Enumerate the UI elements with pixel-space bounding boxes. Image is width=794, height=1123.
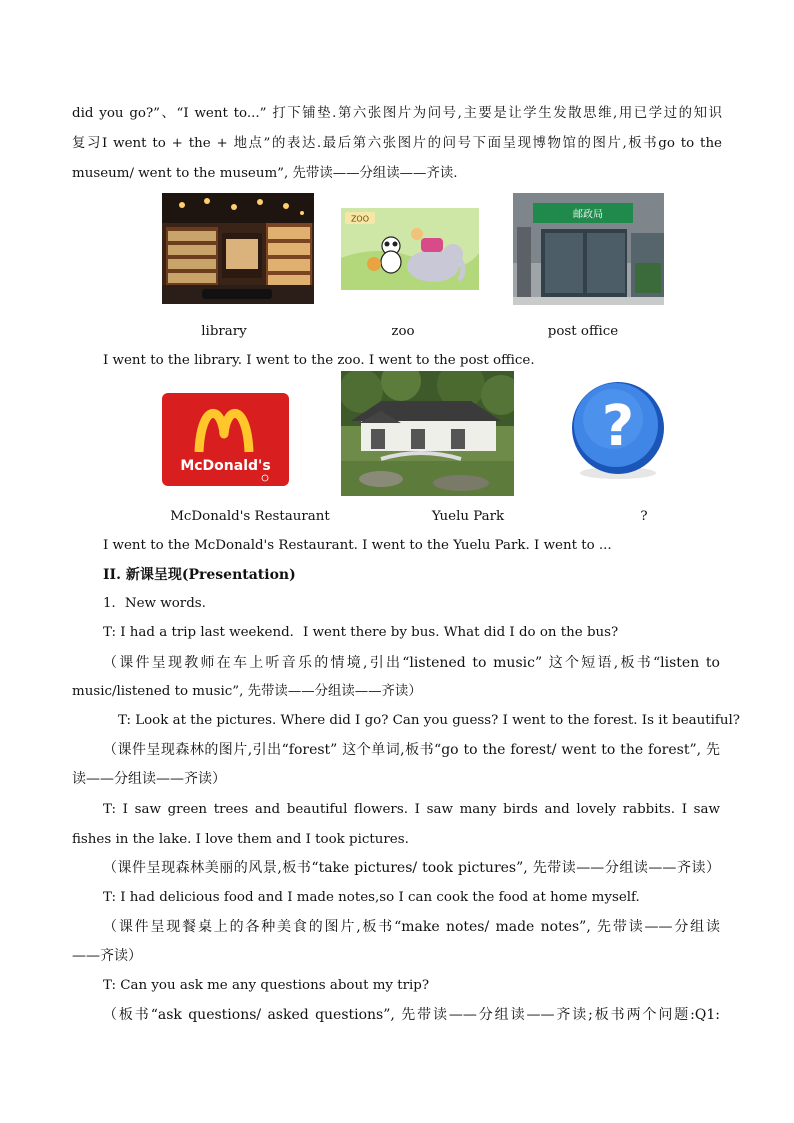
mcdonalds-logo-text: McDonald's bbox=[180, 458, 271, 474]
caption-zoo: zoo bbox=[391, 324, 415, 339]
paragraph-line: （课件呈现森林美丽的风景,板书“take pictures/ took pictures”, 先带读——分组读——齐读） bbox=[103, 860, 720, 876]
paragraph-line: ——齐读） bbox=[72, 948, 142, 964]
paragraph-line: museum/ went to the museum”, 先带读——分组读——齐读. bbox=[72, 166, 458, 181]
question-mark-icon bbox=[569, 379, 667, 481]
list-item: 1．New words. bbox=[103, 596, 206, 611]
example-sentence: I went to the McDonald's Restaurant. I went to the Yuelu Park. I went to ... bbox=[103, 538, 612, 553]
teacher-line: T: I had delicious food and I made notes,so I can cook the food at home myself. bbox=[103, 890, 640, 905]
caption-post-office: post office bbox=[547, 324, 619, 339]
paragraph-line: （板书“ask questions/ asked questions”, 先带读——分组读——齐读;板书两个问题:Q1: bbox=[103, 1007, 720, 1023]
caption-yuelu-park: Yuelu Park bbox=[431, 509, 505, 524]
question-mark-glyph: ? bbox=[601, 394, 635, 459]
paragraph-line: （课件呈现餐桌上的各种美食的图片,板书“make notes/ made notes”, 先带读——分组读 bbox=[103, 919, 720, 935]
example-sentence: I went to the library. I went to the zoo. I went to the post office. bbox=[103, 353, 535, 368]
paragraph-line: music/listened to music”, 先带读——分组读——齐读） bbox=[72, 684, 422, 699]
teacher-line: T: Look at the pictures. Where did I go? Can you guess? I went to the forest. Is it beautiful? bbox=[118, 713, 740, 728]
paragraph-line: 复习I went to + the + 地点”的表达.最后第六张图片的问号下面呈现博物馆的图片,板书go to the bbox=[72, 136, 722, 151]
post-office-photo bbox=[513, 193, 664, 305]
teacher-line: fishes in the lake. I love them and I took pictures. bbox=[72, 832, 409, 847]
caption-library: library bbox=[201, 324, 247, 339]
library-photo bbox=[162, 193, 314, 304]
teacher-line: T: I saw green trees and beautiful flowers. I saw many birds and lovely rabbits. I saw bbox=[103, 802, 720, 817]
paragraph-line: （课件呈现教师在车上听音乐的情境,引出“listened to music” 这个短语,板书“listen to bbox=[103, 655, 720, 671]
yuelu-park-photo bbox=[341, 371, 514, 496]
teacher-line: T: I had a trip last weekend．I went there by bus. What did I do on the bus? bbox=[103, 625, 619, 640]
zoo-sign-text: ZOO bbox=[350, 214, 370, 224]
paragraph-line: did you go?”、“I went to...” 打下铺垫.第六张图片为问号,主要是让学生发散思维,用已学过的知识 bbox=[72, 106, 722, 121]
post-sign-text: 邮政局 bbox=[573, 209, 603, 221]
caption-question: ? bbox=[640, 509, 648, 524]
teacher-line: T: Can you ask me any questions about my trip? bbox=[103, 978, 430, 993]
paragraph-line: （课件呈现森林的图片,引出“forest” 这个单词,板书“go to the forest/ went to the forest”, 先 bbox=[103, 742, 720, 758]
mcdonalds-logo bbox=[161, 392, 290, 492]
paragraph-line: 读——分组读——齐读） bbox=[72, 771, 226, 787]
caption-mcdonalds: McDonald's Restaurant bbox=[170, 509, 330, 524]
section-heading: II. 新课呈现(Presentation) bbox=[103, 567, 296, 583]
zoo-cartoon bbox=[341, 208, 479, 290]
